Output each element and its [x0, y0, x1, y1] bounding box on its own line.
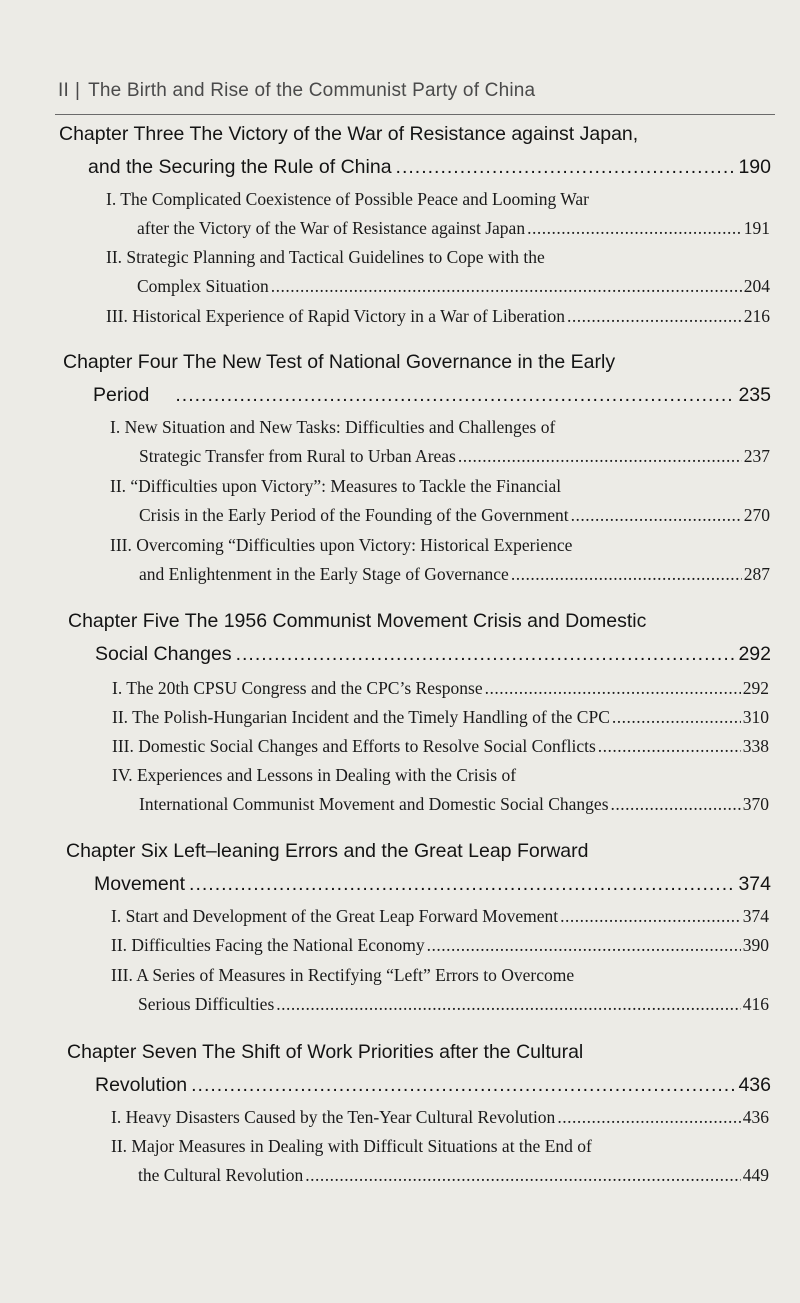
chapter-title-line2-leader	[66, 868, 771, 900]
section-line1: II. Strategic Planning and Tactical Guidelines to Cope with the	[106, 247, 545, 267]
section-line2-leader	[112, 790, 769, 819]
section-line1: II. Difficulties Facing the National Economy	[111, 935, 425, 955]
chapter-title-line2: Period	[93, 384, 150, 406]
dot-leader	[236, 638, 735, 670]
section-line1: III. Historical Experience of Rapid Victory in a War of Liberation	[106, 306, 566, 326]
section-3-2	[106, 243, 770, 301]
dot-leader	[598, 732, 741, 761]
section-page: 449	[742, 1165, 769, 1185]
chapter-title-line1: Chapter Four The New Test of National Governance in the Early	[63, 351, 616, 373]
section-page: 292	[742, 678, 769, 698]
section-line2: Strategic Transfer from Rural to Urban Areas	[139, 446, 456, 466]
section-page: 338	[742, 736, 769, 756]
dot-leader	[276, 990, 740, 1019]
dot-leader	[560, 902, 741, 931]
chapter-title-line2-leader	[59, 151, 771, 183]
section-line2-leader	[111, 1161, 769, 1190]
section-4-2	[110, 472, 770, 530]
section-line1: III. Overcoming “Difficulties upon Victory: Historical Experience	[110, 535, 573, 555]
separator-bar-icon: |	[74, 80, 81, 101]
dot-leader	[527, 214, 742, 243]
chapter-title-line2: Movement	[94, 873, 186, 895]
section-6-1	[111, 902, 769, 931]
section-line1-leader	[112, 674, 769, 703]
section-5-1	[112, 674, 769, 703]
section-line2-leader	[106, 272, 770, 301]
section-line1: I. The 20th CPSU Congress and the CPC’s Response	[112, 678, 483, 698]
chapter-title-line1: Chapter Six Left–leaning Errors and the Great Leap Forward	[66, 840, 589, 862]
section-line1: III. Domestic Social Changes and Efforts to Resolve Social Conflicts	[112, 736, 596, 756]
dot-leader	[189, 868, 734, 900]
chapter-title-line2-leader	[68, 638, 771, 670]
section-line2: the Cultural Revolution	[138, 1165, 304, 1185]
header-rule	[55, 114, 775, 115]
dot-leader	[191, 1069, 734, 1101]
section-page: 287	[743, 564, 770, 584]
section-4-3	[110, 531, 770, 589]
section-5-2	[112, 703, 769, 732]
section-line1: II. Major Measures in Dealing with Difficult Situations at the End of	[111, 1136, 592, 1156]
chapter-title-line2: Revolution	[95, 1074, 188, 1096]
chapter-four	[63, 346, 771, 411]
section-6-3	[111, 961, 769, 1019]
section-page: 436	[742, 1107, 769, 1127]
chapter-five	[68, 605, 771, 670]
chapter-title-line1: Chapter Five The 1956 Communist Movement Crisis and Domestic	[68, 610, 647, 632]
dot-leader	[485, 674, 741, 703]
dot-leader	[271, 272, 742, 301]
chapter-page: 190	[738, 156, 771, 178]
section-page: 216	[743, 306, 770, 326]
section-page: 237	[743, 446, 770, 466]
book-title: The Birth and Rise of the Communist Party of China	[88, 80, 536, 101]
section-line2-leader	[110, 560, 770, 589]
dot-leader	[427, 931, 741, 960]
chapter-three	[59, 118, 771, 183]
section-line2: and Enlightenment in the Early Stage of Governance	[139, 564, 509, 584]
section-page: 370	[742, 794, 769, 814]
section-line1-leader	[111, 931, 769, 960]
dot-leader	[175, 379, 734, 411]
dot-leader	[612, 703, 741, 732]
section-line1-leader	[111, 902, 769, 931]
section-line1: I. The Complicated Coexistence of Possible Peace and Looming War	[106, 189, 589, 209]
chapter-title-line2: and the Securing the Rule of China	[88, 156, 392, 178]
section-line2: Complex Situation	[137, 276, 269, 296]
page-number: II	[58, 80, 69, 101]
section-3-1	[106, 185, 770, 243]
section-page: 310	[742, 707, 769, 727]
chapter-page: 436	[738, 1074, 771, 1096]
section-line2: International Communist Movement and Domestic Social Changes	[139, 794, 609, 814]
section-line1: IV. Experiences and Lessons in Dealing with the Crisis of	[112, 765, 517, 785]
section-7-2	[111, 1132, 769, 1190]
section-page: 191	[743, 218, 770, 238]
section-line2-leader	[110, 442, 770, 471]
dot-leader	[458, 442, 742, 471]
section-line2-leader	[111, 990, 769, 1019]
section-7-1	[111, 1103, 769, 1132]
section-line1: I. New Situation and New Tasks: Difficulties and Challenges of	[110, 417, 556, 437]
section-line1-leader	[112, 703, 769, 732]
dot-leader	[557, 1103, 740, 1132]
section-page: 270	[743, 505, 770, 525]
section-3-3	[106, 302, 770, 331]
section-page: 390	[742, 935, 769, 955]
section-line1: III. A Series of Measures in Rectifying “Left” Errors to Overcome	[111, 965, 575, 985]
chapter-title-line1: Chapter Seven The Shift of Work Priorities after the Cultural	[67, 1041, 584, 1063]
chapter-title-line2-leader	[67, 1069, 771, 1101]
section-6-2	[111, 931, 769, 960]
section-line1: I. Heavy Disasters Caused by the Ten-Year Cultural Revolution	[111, 1107, 556, 1127]
section-line1: II. “Difficulties upon Victory”: Measures to Tackle the Financial	[110, 476, 562, 496]
section-page: 416	[742, 994, 769, 1014]
section-line1-leader	[112, 732, 769, 761]
section-line1: II. The Polish-Hungarian Incident and the Timely Handling of the CPC	[112, 707, 610, 727]
section-page: 374	[742, 906, 769, 926]
dot-leader	[396, 151, 735, 183]
section-5-4	[112, 761, 769, 819]
running-head	[58, 80, 535, 102]
dot-leader	[571, 501, 742, 530]
chapter-page: 374	[738, 873, 771, 895]
section-line2-leader	[106, 214, 770, 243]
dot-leader	[511, 560, 742, 589]
section-5-3	[112, 732, 769, 761]
section-4-1	[110, 413, 770, 471]
section-line1: I. Start and Development of the Great Leap Forward Movement	[111, 906, 559, 926]
chapter-title-line2-leader	[63, 379, 771, 411]
chapter-page: 292	[738, 643, 771, 665]
section-page: 204	[743, 276, 770, 296]
chapter-seven	[67, 1036, 771, 1101]
section-line1-leader	[106, 302, 770, 331]
section-line2-leader	[110, 501, 770, 530]
section-line1-leader	[111, 1103, 769, 1132]
dot-leader	[305, 1161, 740, 1190]
dot-leader	[567, 302, 742, 331]
chapter-title-line2: Social Changes	[95, 643, 232, 665]
chapter-six	[66, 835, 771, 900]
chapter-title-line1: Chapter Three The Victory of the War of Resistance against Japan,	[59, 123, 639, 145]
dot-leader	[611, 790, 741, 819]
section-line2: Crisis in the Early Period of the Founding of the Government	[139, 505, 569, 525]
section-line2: after the Victory of the War of Resistance against Japan	[137, 218, 526, 238]
chapter-page: 235	[738, 384, 771, 406]
section-line2: Serious Difficulties	[138, 994, 275, 1014]
